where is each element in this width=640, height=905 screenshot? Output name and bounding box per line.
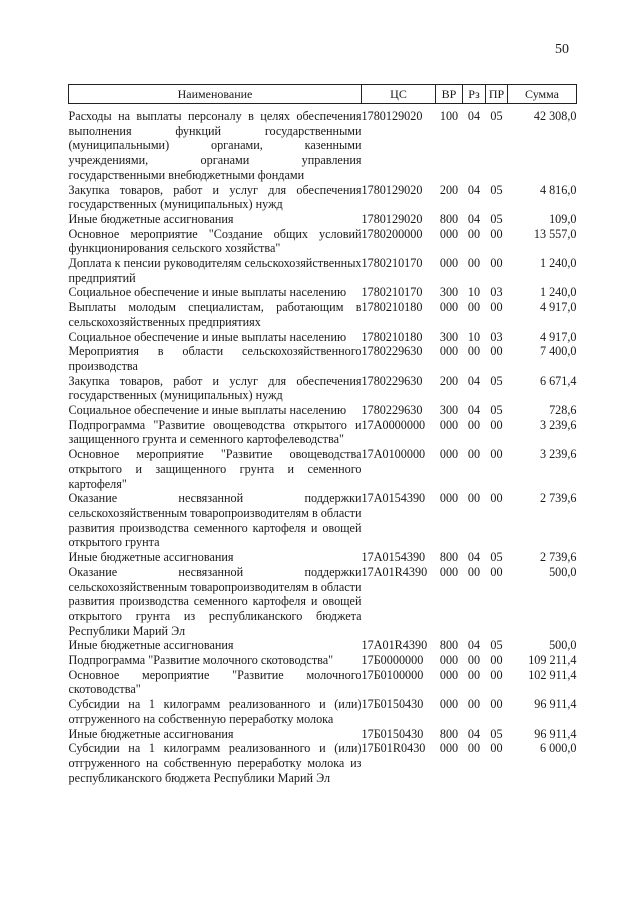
- row-rz-cell: 00: [467, 300, 481, 315]
- table-row: [69, 668, 577, 697]
- row-pr-cell: 00: [490, 256, 503, 271]
- row-sum-cell: 3 239,6: [539, 447, 577, 462]
- table-row: [69, 741, 577, 785]
- row-sum-cell: 4 816,0: [539, 182, 577, 197]
- row-pr-cell: 00: [490, 226, 503, 241]
- table-row: [69, 638, 577, 653]
- row-name-cell: Иные бюджетные ассигнования: [68, 726, 234, 741]
- row-sum-cell: 1 240,0: [539, 285, 577, 300]
- row-pr-cell: 00: [490, 344, 503, 359]
- row-rz-cell: 00: [467, 344, 481, 359]
- row-cs-cell: 1780229630: [361, 344, 423, 359]
- row-sum-cell: 2 739,6: [539, 550, 577, 565]
- table-row: [69, 227, 577, 256]
- row-name-cell: Закупка товаров, работ и услуг для обеспечения государственных (муниципальных) нужд: [68, 182, 362, 212]
- row-sum-cell: 1 240,0: [539, 256, 577, 271]
- row-pr-cell: 05: [490, 403, 503, 418]
- row-vr-cell: 800: [439, 550, 459, 565]
- table-body: [69, 104, 577, 786]
- row-cs-cell: 1780129020: [361, 109, 423, 123]
- row-name-cell: Социальное обеспечение и иные выплаты населению: [68, 403, 347, 418]
- row-vr-cell: 300: [439, 403, 459, 418]
- table-row: [69, 285, 577, 300]
- row-vr-cell: 000: [439, 491, 459, 506]
- row-rz-cell: 04: [467, 403, 481, 418]
- table-row: [69, 565, 577, 639]
- row-rz-cell: 04: [467, 182, 481, 197]
- row-vr-cell: 000: [439, 344, 459, 359]
- row-name-cell: Социальное обеспечение и иные выплаты населению: [68, 285, 347, 300]
- row-sum-cell: 3 239,6: [539, 417, 577, 432]
- row-rz-cell: 00: [467, 491, 481, 506]
- table-row: [69, 447, 577, 491]
- row-rz-cell: 04: [467, 211, 481, 226]
- row-sum-cell: 42 308,0: [533, 109, 577, 123]
- table-header: [69, 85, 577, 104]
- row-pr-cell: 00: [490, 447, 503, 462]
- row-rz-cell: 00: [467, 741, 481, 756]
- row-name-cell: Выплаты молодым специалистам, работающим в сельскохозяйственных предприятиях: [68, 300, 362, 329]
- row-name-cell: Субсидии на 1 килограмм реализованного и (или) отгруженного на собственную переработку молока: [68, 697, 362, 726]
- row-sum-cell: 96 911,4: [534, 697, 577, 712]
- table-row: [69, 491, 577, 550]
- row-rz-cell: 00: [467, 256, 481, 271]
- row-sum-cell: 2 739,6: [539, 491, 577, 506]
- row-sum-cell: 96 911,4: [534, 726, 577, 741]
- table-row: [69, 183, 577, 212]
- row-cs-cell: 17Б0150430: [361, 697, 424, 712]
- table-row: [69, 374, 577, 403]
- row-vr-cell: 000: [439, 667, 459, 682]
- row-cs-cell: 1780210180: [361, 300, 423, 315]
- row-cs-cell: 1780129020: [361, 182, 423, 197]
- row-pr-cell: 00: [490, 653, 503, 668]
- row-vr-cell: 300: [439, 285, 459, 300]
- row-name-cell: Подпрограмма "Развитие овощеводства открытого и защищенного грунта и семенного картофелеводства": [68, 417, 362, 447]
- row-cs-cell: 17А01R4390: [361, 638, 428, 653]
- row-cs-cell: 17А01R4390: [361, 564, 428, 579]
- table-row: [69, 330, 577, 345]
- row-sum-cell: 7 400,0: [539, 344, 577, 359]
- row-sum-cell: 728,6: [549, 403, 577, 418]
- row-vr-cell: 000: [439, 697, 459, 712]
- row-cs-cell: 1780129020: [361, 211, 423, 226]
- row-name-cell: Социальное обеспечение и иные выплаты населению: [68, 329, 347, 344]
- row-sum-cell: 102 911,4: [528, 667, 577, 682]
- row-cs-cell: 1780210180: [361, 329, 423, 344]
- row-pr-cell: 05: [490, 109, 503, 123]
- row-vr-cell: 800: [439, 638, 459, 653]
- table-row: [69, 104, 577, 183]
- row-pr-cell: 00: [490, 300, 503, 315]
- row-pr-cell: 05: [490, 550, 503, 565]
- table-row: [69, 727, 577, 742]
- row-pr-cell: 05: [490, 726, 503, 741]
- row-name-cell: Иные бюджетные ассигнования: [68, 211, 234, 226]
- header-cs: ЦС: [362, 85, 436, 104]
- row-rz-cell: 00: [467, 653, 481, 668]
- row-vr-cell: 100: [439, 109, 459, 123]
- row-name-cell: Основное мероприятие "Развитие овощеводства открытого и защищенного грунта и семенного картофеля": [68, 447, 362, 491]
- row-vr-cell: 000: [439, 447, 459, 462]
- row-pr-cell: 05: [490, 638, 503, 653]
- header-pr: ПР: [486, 85, 508, 104]
- row-vr-cell: 000: [439, 417, 459, 432]
- row-cs-cell: 1780229630: [361, 403, 423, 418]
- row-rz-cell: 00: [467, 564, 481, 579]
- row-sum-cell: 109,0: [549, 211, 577, 226]
- header-rz: Рз: [463, 85, 486, 104]
- table-row: [69, 403, 577, 418]
- row-name-cell: Иные бюджетные ассигнования: [68, 550, 234, 565]
- table-row: [69, 300, 577, 329]
- header-sum: Сумма: [508, 85, 577, 104]
- row-pr-cell: 03: [490, 329, 503, 344]
- row-cs-cell: 17А0154390: [361, 550, 426, 565]
- row-cs-cell: 1780229630: [361, 373, 423, 388]
- row-sum-cell: 500,0: [549, 564, 577, 579]
- budget-table: [68, 84, 577, 785]
- row-pr-cell: 05: [490, 211, 503, 226]
- row-vr-cell: 800: [439, 726, 459, 741]
- row-rz-cell: 04: [467, 373, 481, 388]
- row-rz-cell: 00: [467, 226, 481, 241]
- row-name-cell: Оказание несвязанной поддержки сельскохозяйственным товаропроизводителям в области развития производства семенного картофеля и овощей открытого грунта из республиканского бюджета Республики Марий Эл: [68, 564, 362, 638]
- row-vr-cell: 200: [439, 373, 459, 388]
- table-row: [69, 256, 577, 285]
- row-vr-cell: 000: [439, 256, 459, 271]
- row-name-cell: Иные бюджетные ассигнования: [68, 638, 234, 653]
- row-name-cell: Мероприятия в области сельскохозяйственного производства: [68, 344, 362, 373]
- row-pr-cell: 05: [490, 373, 503, 388]
- row-pr-cell: 00: [490, 697, 503, 712]
- row-sum-cell: 6 671,4: [539, 373, 577, 388]
- row-vr-cell: 200: [439, 182, 459, 197]
- row-name-cell: Основное мероприятие "Создание общих условий функционирования сельского хозяйства": [68, 226, 362, 256]
- row-cs-cell: 1780210170: [361, 256, 423, 271]
- row-vr-cell: 300: [439, 329, 459, 344]
- row-sum-cell: 4 917,0: [539, 329, 577, 344]
- row-rz-cell: 04: [467, 638, 481, 653]
- row-rz-cell: 00: [467, 447, 481, 462]
- row-sum-cell: 109 211,4: [528, 653, 577, 668]
- row-pr-cell: 00: [490, 741, 503, 756]
- row-vr-cell: 000: [439, 300, 459, 315]
- row-rz-cell: 00: [467, 417, 481, 432]
- row-name-cell: Подпрограмма "Развитие молочного скотоводства": [68, 653, 334, 668]
- table-row: [69, 550, 577, 565]
- header-name: Наименование: [69, 85, 362, 104]
- row-rz-cell: 10: [467, 329, 481, 344]
- row-cs-cell: 1780200000: [361, 226, 423, 241]
- row-rz-cell: 04: [467, 550, 481, 565]
- row-pr-cell: 03: [490, 285, 503, 300]
- table-row: [69, 697, 577, 726]
- row-cs-cell: 17А0154390: [361, 491, 426, 506]
- row-vr-cell: 000: [439, 564, 459, 579]
- table-row: [69, 212, 577, 227]
- row-sum-cell: 500,0: [549, 638, 577, 653]
- row-vr-cell: 000: [439, 226, 459, 241]
- table-row: [69, 344, 577, 373]
- row-cs-cell: 17А0100000: [361, 447, 426, 462]
- row-name-cell: Расходы на выплаты персоналу в целях обеспечения выполнения функций государственными (муниципальными) органами, казенными учреждениями, органами управления государственными внебюджетными фондами: [68, 109, 362, 182]
- row-name-cell: Субсидии на 1 килограмм реализованного и (или) отгруженного на собственную переработку молока из республиканского бюджета Республики Марий Эл: [68, 741, 362, 785]
- row-rz-cell: 10: [467, 285, 481, 300]
- row-name-cell: Основное мероприятие "Развитие молочного скотоводства": [68, 667, 362, 697]
- header-vr: ВР: [436, 85, 463, 104]
- row-rz-cell: 04: [467, 109, 481, 123]
- row-cs-cell: 17Б0100000: [361, 667, 424, 682]
- row-sum-cell: 6 000,0: [539, 741, 577, 756]
- row-name-cell: Закупка товаров, работ и услуг для обеспечения государственных (муниципальных) нужд: [68, 373, 362, 403]
- row-vr-cell: 000: [439, 653, 459, 668]
- row-sum-cell: 4 917,0: [539, 300, 577, 315]
- row-cs-cell: 17А0000000: [361, 417, 426, 432]
- row-rz-cell: 00: [467, 667, 481, 682]
- row-pr-cell: 00: [490, 491, 503, 506]
- row-pr-cell: 00: [490, 667, 503, 682]
- row-name-cell: Доплата к пенсии руководителям сельскохозяйственных предприятий: [68, 256, 362, 285]
- row-rz-cell: 04: [467, 726, 481, 741]
- row-rz-cell: 00: [467, 697, 481, 712]
- page-number: 50: [555, 42, 569, 57]
- row-pr-cell: 05: [490, 182, 503, 197]
- row-vr-cell: 000: [439, 741, 459, 756]
- row-cs-cell: 1780210170: [361, 285, 423, 300]
- row-pr-cell: 00: [490, 564, 503, 579]
- table-row: [69, 653, 577, 668]
- row-name-cell: Оказание несвязанной поддержки сельскохозяйственным товаропроизводителям в области развития производства семенного картофеля и овощей открытого грунта: [68, 491, 362, 550]
- row-cs-cell: 17Б0150430: [361, 726, 424, 741]
- row-cs-cell: 17Б0000000: [361, 653, 424, 668]
- table-row: [69, 418, 577, 447]
- row-sum-cell: 13 557,0: [533, 226, 577, 241]
- row-vr-cell: 800: [439, 211, 459, 226]
- row-cs-cell: 17Б01R0430: [361, 741, 426, 756]
- row-pr-cell: 00: [490, 417, 503, 432]
